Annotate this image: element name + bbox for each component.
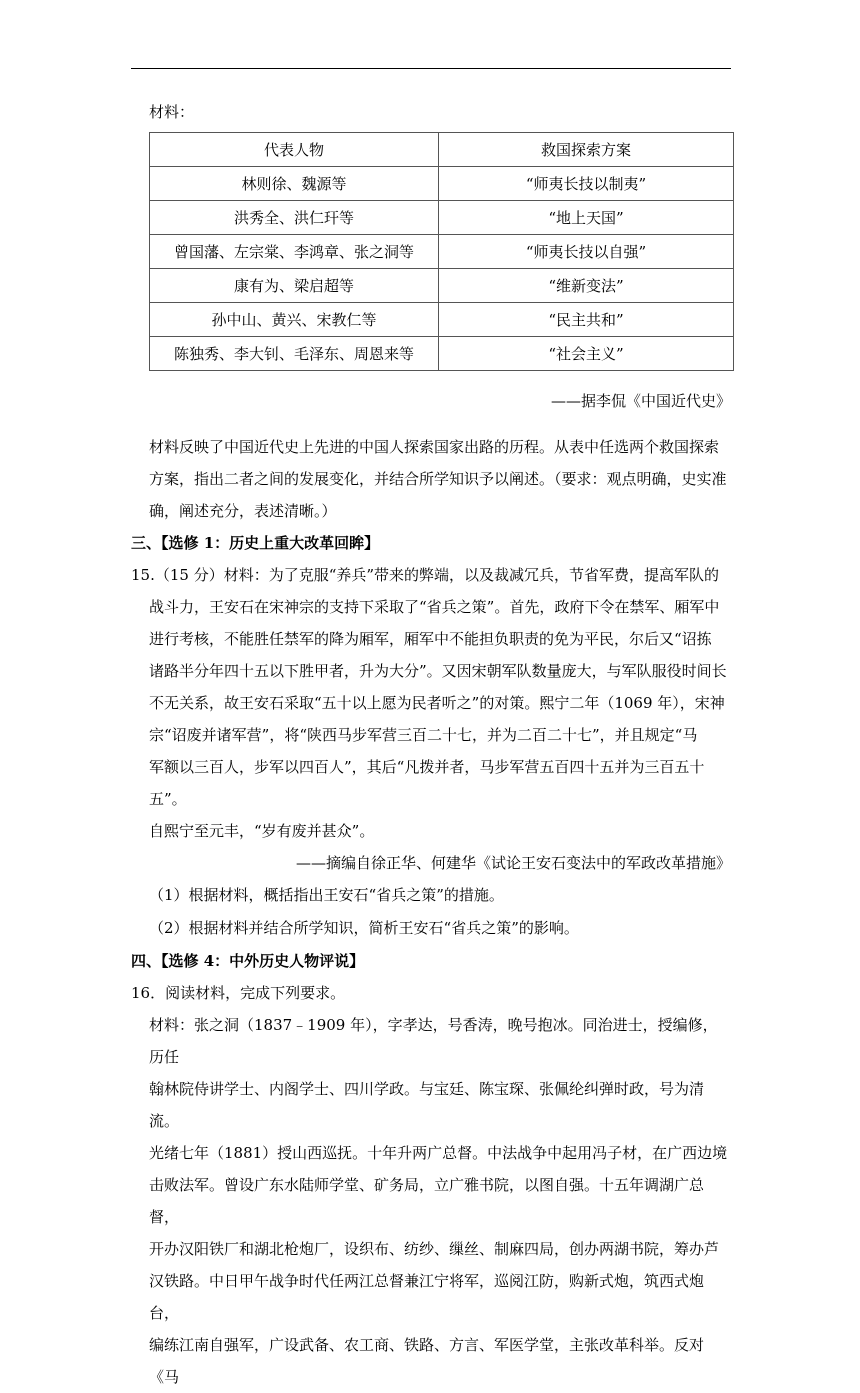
q14-line: 方案，指出二者之间的发展变化，并结合所学知识予以阐述。（要求：观点明确，史实准 [149, 470, 727, 488]
table-cell-plan: “师夷长技以制夷” [439, 167, 734, 201]
q16-line: 光绪七年（1881）授山西巡抚。十年升两广总督。中法战争中起用冯子材，在广西边境 [149, 1144, 728, 1162]
table-row [150, 337, 734, 371]
exploration-table [149, 132, 734, 371]
table-row [150, 201, 734, 235]
table-cell-person: 洪秀全、洪仁玕等 [150, 201, 439, 235]
table-source: ——据李侃《中国近代史》 [550, 392, 731, 410]
table-cell-plan: “维新变法” [439, 269, 734, 303]
table-cell-person: 曾国藩、左宗棠、李鸿章、张之洞等 [150, 235, 439, 269]
q16-line: 编练江南自强军，广设武备、农工商、铁路、方言、军医学堂，主张改革科举。反对《马 [149, 1336, 705, 1386]
q16-line: 翰林院侍讲学士、内阁学士、四川学政。与宝廷、陈宝琛、张佩纶纠弹时政，号为清流。 [149, 1080, 705, 1130]
table-row [150, 235, 734, 269]
q15-subquestion-2: （2）根据材料并结合所学知识，简析王安石“省兵之策”的影响。 [149, 919, 579, 937]
q16-line: 开办汉阳铁厂和湖北枪炮厂，设织布、纺纱、缫丝、制麻四局，创办两湖书院，筹办芦 [149, 1240, 720, 1258]
table-cell-person: 孙中山、黄兴、宋教仁等 [150, 303, 439, 337]
table-row [150, 167, 734, 201]
table-cell-person: 陈独秀、李大钊、毛泽东、周恩来等 [150, 337, 439, 371]
q15-subquestion-1: （1）根据材料，概括指出王安石“省兵之策”的措施。 [149, 886, 504, 904]
q15-line: 军额以三百人，步军以四百人”，其后“凡拨并者，马步军营五百四十五并为三百五十五”。 [149, 758, 705, 808]
material-label: 材料： [149, 103, 195, 121]
page-content [131, 100, 731, 1393]
table-header-plan: 救国探索方案 [439, 133, 734, 167]
table-cell-plan: “地上天国” [439, 201, 734, 235]
q15-line: 进行考核，不能胜任禁军的降为厢军，厢军中不能担负职责的免为平民，尔后又“诏拣 [149, 630, 712, 648]
q15-line: 不无关系，故王安石采取“五十以上愿为民者听之”的对策。熙宁二年（1069 年），宋神 [149, 694, 725, 712]
q15-line: 自熙宁至元丰，“岁有废并甚众”。 [149, 822, 375, 840]
table-cell-plan: “民主共和” [439, 303, 734, 337]
q16-line: 材料：张之洞（1837﹣1909 年），字孝达，号香涛，晚号抱冰。同治进士，授编修，历任 [149, 1016, 718, 1066]
section-3-heading: 三、【选修 1：历史上重大改革回眸】 [131, 534, 380, 552]
header-rule [131, 68, 731, 69]
section-4-heading: 四、【选修 4：中外历史人物评说】 [131, 952, 365, 970]
q15-line: 宗“诏废并诸军营”，将“陕西马步军营三百二十七，并为二百二十七”，并且规定“马 [149, 726, 698, 744]
q16-line: 汉铁路。中日甲午战争时代任两江总督兼江宁将军，巡阅江防，购新式炮，筑西式炮台， [149, 1272, 705, 1322]
table-row [150, 303, 734, 337]
q14-line: 确，阐述充分，表述清晰。） [149, 502, 337, 520]
table-cell-plan: “师夷长技以自强” [439, 235, 734, 269]
q15-line: 诸路半分年四十五以下胜甲者，升为大分”。又因宋朝军队数量庞大，与军队服役时间长 [149, 662, 727, 680]
q14-line: 材料反映了中国近代史上先进的中国人探索国家出路的历程。从表中任选两个救国探索 [149, 438, 720, 456]
table-row [150, 269, 734, 303]
q15-citation: ——摘编自徐正华、何建华《试论王安石变法中的军政改革措施》 [295, 854, 731, 872]
table-cell-person: 林则徐、魏源等 [150, 167, 439, 201]
table-header-person: 代表人物 [150, 133, 439, 167]
table-header-row [150, 133, 734, 167]
table-cell-plan: “社会主义” [439, 337, 734, 371]
q15-line: 15.（15 分）材料：为了克服“养兵”带来的弊端，以及裁减冗兵，节省军费，提高军队的 [131, 566, 720, 584]
table-cell-person: 康有为、梁启超等 [150, 269, 439, 303]
q16-heading: 16．阅读材料，完成下列要求。 [131, 984, 346, 1002]
q15-line: 战斗力，王安石在宋神宗的支持下采取了“省兵之策”。首先，政府下令在禁军、厢军中 [149, 598, 720, 616]
q16-line: 击败法军。曾设广东水陆师学堂、矿务局，立广雅书院，以图自强。十五年调湖广总督， [149, 1176, 705, 1226]
